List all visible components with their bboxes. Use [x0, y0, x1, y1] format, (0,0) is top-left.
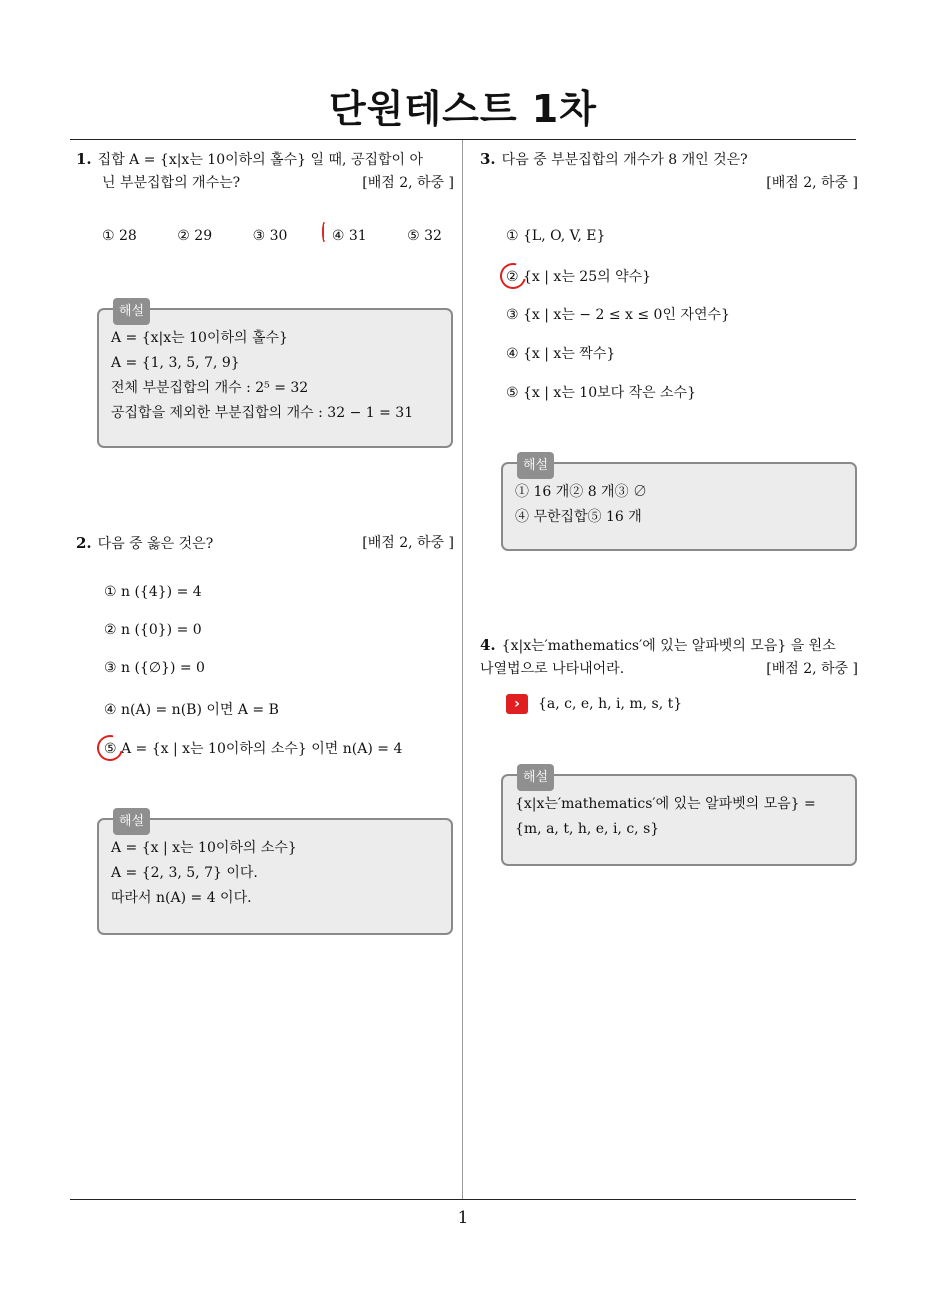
explanation-label: 해설 [113, 298, 150, 325]
score-meta: [배점 2, 하중 ] [362, 535, 454, 551]
page-title: 단원테스트 1차 [329, 87, 597, 131]
option-4[interactable]: ④ 31 [328, 228, 367, 244]
question-number: 1. [76, 150, 92, 168]
question-text: 다음 중 부분집합의 개수가 8 개인 것은? [501, 152, 748, 168]
question-text: 닌 부분집합의 개수는? [102, 175, 241, 191]
option-1[interactable]: ① 28 [102, 228, 137, 244]
explanation-line: 전체 부분집합의 개수 : 2⁵ = 32 [111, 380, 309, 396]
score-meta: [배점 2, 하중 ] [362, 175, 454, 191]
explanation-line: A = {x | x는 10이하의 소수} [111, 840, 297, 856]
question-1 [76, 148, 454, 195]
answer-row [506, 694, 682, 714]
question-4 [480, 634, 858, 681]
question-number: 4. [480, 636, 496, 654]
question-text: 집합 A = {x|x는 10이하의 홀수} 일 때, 공집합이 아 [97, 152, 424, 168]
option-1[interactable]: ① {L, O, V, E} [506, 228, 606, 244]
option-3[interactable]: ③ n ({∅}) = 0 [104, 660, 205, 676]
explanation-box-3 [501, 458, 857, 551]
option-4[interactable]: ④ n(A) = n(B) 이면 A = B [104, 702, 279, 718]
option-3[interactable]: ③ 30 [252, 228, 288, 244]
explanation-line: ① 16 개② 8 개③ ∅ [515, 484, 648, 500]
explanation-label: 해설 [517, 764, 554, 791]
explanation-line: 공집합을 제외한 부분집합의 개수 : 32 − 1 = 31 [111, 405, 414, 421]
option-5[interactable]: ⑤ A = {x | x는 10이하의 소수} 이면 n(A) = 4 [104, 738, 402, 758]
explanation-line: 따라서 n(A) = 4 이다. [111, 890, 252, 906]
answer-text: {a, c, e, h, i, m, s, t} [538, 696, 683, 712]
answer-mark-icon [322, 222, 326, 242]
option-5[interactable]: ⑤ {x | x는 10보다 작은 소수} [506, 385, 697, 401]
chevron-right-icon: › [506, 694, 528, 714]
option-4[interactable]: ④ {x | x는 짝수} [506, 346, 616, 362]
question-number: 3. [480, 150, 496, 168]
score-meta: [배점 2, 하중 ] [766, 175, 858, 191]
option-3[interactable]: ③ {x | x는 − 2 ≤ x ≤ 0인 자연수} [506, 307, 730, 323]
explanation-box-4 [501, 770, 857, 866]
page-number: 1 [457, 1208, 469, 1228]
question-text: 나열법으로 나타내어라. [480, 661, 625, 677]
explanation-box-1 [97, 304, 453, 448]
option-1[interactable]: ① n ({4}) = 4 [104, 584, 202, 600]
option-2[interactable]: ② 29 [177, 228, 213, 244]
question-1-options [102, 228, 442, 244]
explanation-line: A = {2, 3, 5, 7} 이다. [111, 865, 258, 881]
question-2 [76, 532, 454, 556]
question-text: 다음 중 옳은 것은? [97, 536, 214, 552]
explanation-line: {m, a, t, h, e, i, c, s} [515, 821, 660, 837]
question-text: {x|x는′mathematics′에 있는 알파벳의 모음} 을 원소 [501, 638, 836, 654]
header-rule [70, 139, 856, 140]
explanation-label: 해설 [517, 452, 554, 479]
option-2[interactable]: ② n ({0}) = 0 [104, 622, 202, 638]
option-5[interactable]: ⑤ 32 [407, 228, 442, 244]
question-3 [480, 148, 858, 195]
explanation-line: A = {x|x는 10이하의 홀수} [111, 330, 288, 346]
column-divider [462, 140, 463, 1200]
explanation-line: {x|x는′mathematics′에 있는 알파벳의 모음} = [515, 796, 816, 812]
explanation-box-2 [97, 814, 453, 935]
explanation-line: A = {1, 3, 5, 7, 9} [111, 355, 240, 371]
answer-mark-icon [495, 258, 531, 294]
explanation-line: ④ 무한집합⑤ 16 개 [515, 509, 642, 525]
explanation-label: 해설 [113, 808, 150, 835]
score-meta: [배점 2, 하중 ] [766, 661, 858, 677]
question-number: 2. [76, 534, 92, 552]
option-2[interactable]: ② {x | x는 25의 약수} [506, 266, 651, 286]
answer-mark-icon [92, 730, 128, 766]
footer-rule [70, 1199, 856, 1200]
